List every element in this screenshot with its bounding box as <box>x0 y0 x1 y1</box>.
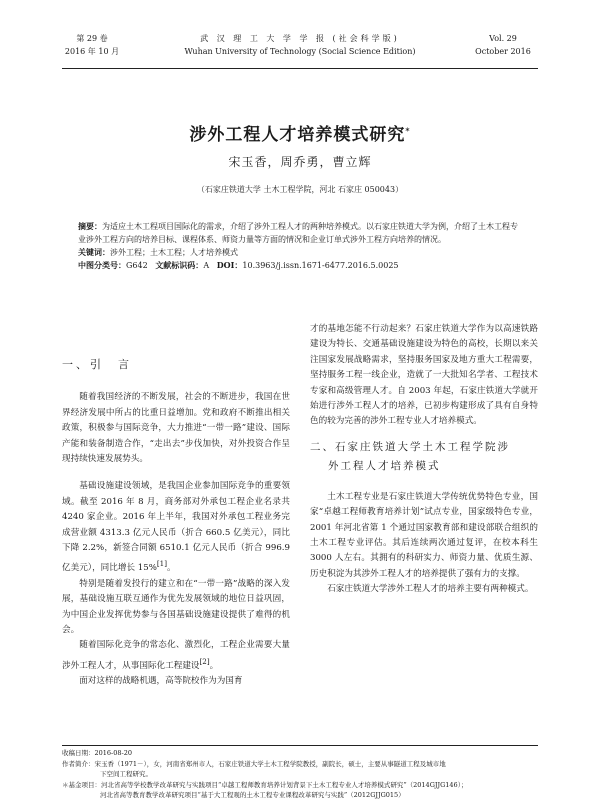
fund-info: ＊基金项目：河北省高等学校教学改革研究与实践项目“卓越工程师教育培养计划背景下土木工程专业人才培养模式研究”（2014GJJG146）； <box>62 780 468 789</box>
paragraph-text: 基础设施建设领域，是我国企业参加国际竞争的重要领域。截至 2016 年 8 月，商务部对外承包工程企业名录共 4240 家企业。2016 年上半年，我国对外承包工程业务完成营业额 4313.3 亿元人民币（折合 660.5 亿美元），同比下降 2.2%，新签合同额 6510.1 亿元人民币（折合 996.9 亿美元），同比增长 15% <box>62 481 290 574</box>
journal-name-en: Wuhan University of Technology (Social Science Edition) <box>184 47 416 56</box>
keywords <box>78 246 522 259</box>
header-center <box>182 32 418 58</box>
paragraph-text: 随着国际化竞争的常态化、激烈化，工程企业需要大量涉外工程人才，从事国际化工程建设 <box>62 640 290 671</box>
received-date: 收稿日期：2016-08-20 <box>62 749 132 757</box>
paragraph: 面对这样的战略机遇，高等院校作为为国育 <box>79 676 243 687</box>
doc-code-value: A <box>203 261 210 270</box>
doc-code-label: 文献标识码： <box>155 260 204 270</box>
clc-label: 中图分类号： <box>78 260 126 270</box>
abstract-block <box>78 220 522 272</box>
volume-label: 第 29 卷 <box>76 34 108 43</box>
date-en: October 2016 <box>475 47 531 56</box>
paragraph: 土木工程专业是石家庄铁道大学传统优势特色专业，国家“卓越工程师教育培养计划”试点专业，国家级特色专业，2001 年河北省第 1 个通过国家教育部和建设部联合组织的土木工程专业评估。其后连续两次通过复评，在校本科生 3000 人左右。其拥有的科研实力、师资力量、优质生源、历史积淀为其涉外工程人才的培养提供了强有力的支撑。 <box>310 491 538 579</box>
paragraph: 随着我国经济的不断发展，社会的不断进步，我国在世界经济发展中所占的比重日益增加。党和政府不断推出相关政策，积极参与国际竞争，大力推进“一带一路”建设、国际产能和装备制造合作，“走出去”步伐加快，对外投资合作呈现持续快速发展势头。 <box>62 392 290 465</box>
paper-title-text: 涉外工程人才培养模式研究 <box>189 125 406 145</box>
footnotes <box>62 745 538 801</box>
author-info-cont: 下空间工程研究。 <box>100 770 152 778</box>
paragraph: 特别是随着发投行的建立和在“一带一路”战略的深入发展，基础设施互联互通作为优先发展领域的地位日益巩固，为中国企业发挥优势参与各国基础设施建设提供了难得的机会。 <box>62 578 290 635</box>
paragraph: 石家庄铁道大学涉外工程人才的培养主要有两种模式。 <box>327 584 534 595</box>
journal-name-cn: 武 汉 理 工 大 学 学 报 (社会科学版) <box>200 34 400 43</box>
authors: 宋玉香，周乔勇，曹立辉 <box>228 155 372 169</box>
journal-header <box>62 30 538 69</box>
keywords-text: 涉外工程；土木工程；人才培养模式 <box>110 248 238 257</box>
header-left <box>62 32 122 58</box>
doi-value: 10.3963/j.issn.1671-6477.2016.5.0025 <box>242 261 399 270</box>
paragraph: 随着国际化竞争的常态化、激烈化，工程企业需要大量涉外工程人才，从事国际化工程建设[2]。 <box>62 640 290 671</box>
citation: [1] <box>156 559 168 569</box>
affiliation: （石家庄铁道大学 土木工程学院，河北 石家庄 050043） <box>196 185 404 194</box>
paper-title <box>0 120 600 145</box>
abstract <box>78 220 522 246</box>
abstract-label: 摘要： <box>78 221 102 231</box>
classification <box>78 259 522 272</box>
header-right <box>468 32 538 58</box>
fund-info-cont: 河北省高等教育教学改革研究项目“基于大工程观的土木工程专业课程改革研究与实践”（2012GJJG015） <box>100 791 405 799</box>
section-heading-2: 二、石家庄铁道大学土木工程学院涉 <box>310 440 510 453</box>
section-heading-2-cont: 外工程人才培养模式 <box>328 459 441 472</box>
keywords-label: 关键词： <box>78 247 110 257</box>
citation: [2] <box>199 656 210 666</box>
volume-en: Vol. 29 <box>489 34 517 43</box>
author-info: 作者简介：宋玉香（1971－），女，河南省郑州市人，石家庄铁道大学土木工程学院教授，副院长，硕士，主要从事隧道工程及城市地 <box>62 759 446 768</box>
paragraph: 才的基地怎能不行动起来？石家庄铁道大学作为以高速铁路建设为特长、交通基础设施建设为特色的高校，长期以来关注国家发展战略需求，坚持服务国家及地方重大工程需要，坚持服务工程一线企业，造就了一大批知名学者、工程技术专家和高级管理人才。自 2003 年起，石家庄铁道大学就开始进行涉外工程人才的培养，已初步构建形成了具有自身特色的较为完善的涉外工程专业人才培养模式。 <box>310 324 538 427</box>
paragraph: 基础设施建设领域，是我国企业参加国际竞争的重要领域。截至 2016 年 8 月，商务部对外承包工程企业名录共 4240 家企业。2016 年上半年，我国对外承包工程业务完成营业额 4313.3 亿元人民币（折合 660.5 亿美元），同比下降 2.2%，新签合同额 6510.1 亿元人民币（折合 996.9 亿美元），同比增长 15%[1]。 <box>62 481 290 574</box>
doi-label: DOI： <box>216 260 243 270</box>
section-heading-intro: 一、引 言 <box>62 358 132 371</box>
title-footnote-mark: * <box>405 125 411 136</box>
clc-value: G642 <box>126 261 148 270</box>
right-column <box>310 322 538 598</box>
abstract-text: 为适应土木工程项目国际化的需求，介绍了涉外工程人才的两种培养模式。以石家庄铁道大学为例，介绍了土木工程专业涉外工程方向的培养目标、课程体系、师资力量等方面的情况和企业订单式涉外工程方向培养的情况。 <box>78 222 518 244</box>
issue-date-cn: 2016 年 10 月 <box>64 47 120 56</box>
left-column <box>62 343 290 689</box>
